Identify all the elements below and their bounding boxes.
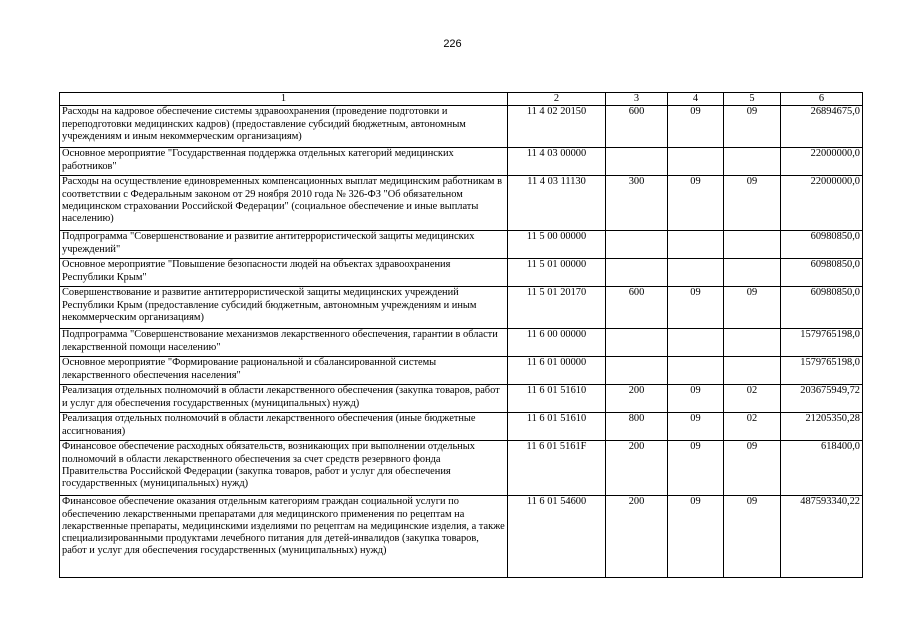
row-section-cell: 09 <box>668 176 724 231</box>
row-expense-type-cell <box>606 231 668 259</box>
row-section-cell <box>668 357 724 385</box>
row-section-cell <box>668 259 724 287</box>
row-code-cell: 11 6 01 5161F <box>508 441 606 496</box>
row-expense-type-cell <box>606 329 668 357</box>
row-code-cell: 11 5 01 20170 <box>508 287 606 329</box>
row-code-cell: 11 4 03 11130 <box>508 176 606 231</box>
table-row <box>60 357 863 385</box>
column-header-2: 2 <box>508 93 606 106</box>
row-subsection-cell <box>724 259 781 287</box>
row-amount-cell: 22000000,0 <box>781 148 863 176</box>
row-section-cell: 09 <box>668 106 724 148</box>
row-amount-cell: 26894675,0 <box>781 106 863 148</box>
table-row <box>60 287 863 329</box>
table-header-row <box>60 93 863 106</box>
row-expense-type-cell <box>606 259 668 287</box>
row-code-cell: 11 6 01 51610 <box>508 385 606 413</box>
table-row <box>60 148 863 176</box>
row-amount-cell: 487593340,22 <box>781 496 863 578</box>
row-name-cell: Основное мероприятие "Повышение безопасности людей на объектах здравоохранения Республики Крым" <box>60 259 508 287</box>
row-amount-cell: 60980850,0 <box>781 231 863 259</box>
row-code-cell: 11 6 01 51610 <box>508 413 606 441</box>
row-subsection-cell: 02 <box>724 413 781 441</box>
row-expense-type-cell <box>606 357 668 385</box>
row-code-cell: 11 6 01 00000 <box>508 357 606 385</box>
row-code-cell: 11 5 00 00000 <box>508 231 606 259</box>
row-amount-cell: 1579765198,0 <box>781 357 863 385</box>
table-row <box>60 385 863 413</box>
row-name-cell: Подпрограмма "Совершенствование механизмов лекарственного обеспечения, гарантии в области лекарственной помощи населению" <box>60 329 508 357</box>
row-amount-cell: 60980850,0 <box>781 287 863 329</box>
row-section-cell: 09 <box>668 287 724 329</box>
row-expense-type-cell: 600 <box>606 287 668 329</box>
row-name-cell: Финансовое обеспечение оказания отдельным категориям граждан социальной услуги по обеспечению лекарственными препаратами для медицинского применения по рецептам на лекарственные препараты, медицинскими изделиями по рецептам на медицинские изделия, а также специализированными продуктами лечебного питания для детей-инвалидов (закупка товаров, работ и услуг для обеспечения государственных (муниципальных) нужд) <box>60 496 508 578</box>
row-section-cell: 09 <box>668 441 724 496</box>
column-header-3: 3 <box>606 93 668 106</box>
row-subsection-cell: 09 <box>724 176 781 231</box>
table-row <box>60 329 863 357</box>
row-subsection-cell: 02 <box>724 385 781 413</box>
row-amount-cell: 21205350,28 <box>781 413 863 441</box>
row-subsection-cell: 09 <box>724 441 781 496</box>
budget-table <box>59 92 863 578</box>
row-section-cell <box>668 231 724 259</box>
row-amount-cell: 60980850,0 <box>781 259 863 287</box>
row-section-cell: 09 <box>668 496 724 578</box>
table-row <box>60 106 863 148</box>
column-header-6: 6 <box>781 93 863 106</box>
table-row <box>60 176 863 231</box>
row-code-cell: 11 6 01 54600 <box>508 496 606 578</box>
row-expense-type-cell: 300 <box>606 176 668 231</box>
row-amount-cell: 1579765198,0 <box>781 329 863 357</box>
row-name-cell: Основное мероприятие "Формирование рациональной и сбалансированной системы лекарственного обеспечения населения" <box>60 357 508 385</box>
row-expense-type-cell: 800 <box>606 413 668 441</box>
row-expense-type-cell: 600 <box>606 106 668 148</box>
row-section-cell: 09 <box>668 413 724 441</box>
row-name-cell: Расходы на кадровое обеспечение системы здравоохранения (проведение подготовки и переподготовки медицинских кадров) (предоставление субсидий бюджетным, автономным учреждениям и иным некоммерческим организациям) <box>60 106 508 148</box>
table-row <box>60 259 863 287</box>
row-expense-type-cell: 200 <box>606 441 668 496</box>
table-row <box>60 441 863 496</box>
table-row <box>60 413 863 441</box>
row-section-cell <box>668 148 724 176</box>
column-header-4: 4 <box>668 93 724 106</box>
row-amount-cell: 22000000,0 <box>781 176 863 231</box>
row-name-cell: Подпрограмма "Совершенствование и развитие антитеррористической защиты медицинских учреждений" <box>60 231 508 259</box>
row-subsection-cell <box>724 231 781 259</box>
row-subsection-cell <box>724 148 781 176</box>
row-code-cell: 11 4 03 00000 <box>508 148 606 176</box>
row-section-cell <box>668 329 724 357</box>
row-subsection-cell: 09 <box>724 106 781 148</box>
row-name-cell: Реализация отдельных полномочий в области лекарственного обеспечения (иные бюджетные ассигнования) <box>60 413 508 441</box>
row-subsection-cell: 09 <box>724 287 781 329</box>
row-expense-type-cell: 200 <box>606 496 668 578</box>
row-subsection-cell: 09 <box>724 496 781 578</box>
row-expense-type-cell: 200 <box>606 385 668 413</box>
row-code-cell: 11 6 00 00000 <box>508 329 606 357</box>
row-name-cell: Реализация отдельных полномочий в области лекарственного обеспечения (закупка товаров, работ и услуг для обеспечения государственных (муниципальных) нужд) <box>60 385 508 413</box>
row-amount-cell: 203675949,72 <box>781 385 863 413</box>
table-row <box>60 496 863 578</box>
row-expense-type-cell <box>606 148 668 176</box>
row-section-cell: 09 <box>668 385 724 413</box>
row-code-cell: 11 5 01 00000 <box>508 259 606 287</box>
column-header-5: 5 <box>724 93 781 106</box>
table-row <box>60 231 863 259</box>
row-name-cell: Основное мероприятие "Государственная поддержка отдельных категорий медицинских работников" <box>60 148 508 176</box>
row-amount-cell: 618400,0 <box>781 441 863 496</box>
row-subsection-cell <box>724 357 781 385</box>
row-name-cell: Расходы на осуществление единовременных компенсационных выплат медицинским работникам в соответствии с Федеральным законом от 29 ноября 2010 года № 326-ФЗ "Об обязательном медицинском страховании Российской Федерации" (социальное обеспечение и иные выплаты населению) <box>60 176 508 231</box>
row-subsection-cell <box>724 329 781 357</box>
row-code-cell: 11 4 02 20150 <box>508 106 606 148</box>
page-number: 226 <box>443 38 462 50</box>
row-name-cell: Совершенствование и развитие антитеррористической защиты медицинских учреждений Республики Крым (предоставление субсидий бюджетным, автономным учреждениям и иным некоммерческим организациям) <box>60 287 508 329</box>
column-header-1: 1 <box>60 93 508 106</box>
row-name-cell: Финансовое обеспечение расходных обязательств, возникающих при выполнении отдельных полномочий в области лекарственного обеспечения за счет средств резервного фонда Правительства Российской Федерации (закупка товаров, работ и услуг для обеспечения государственных (муниципальных) нужд) <box>60 441 508 496</box>
